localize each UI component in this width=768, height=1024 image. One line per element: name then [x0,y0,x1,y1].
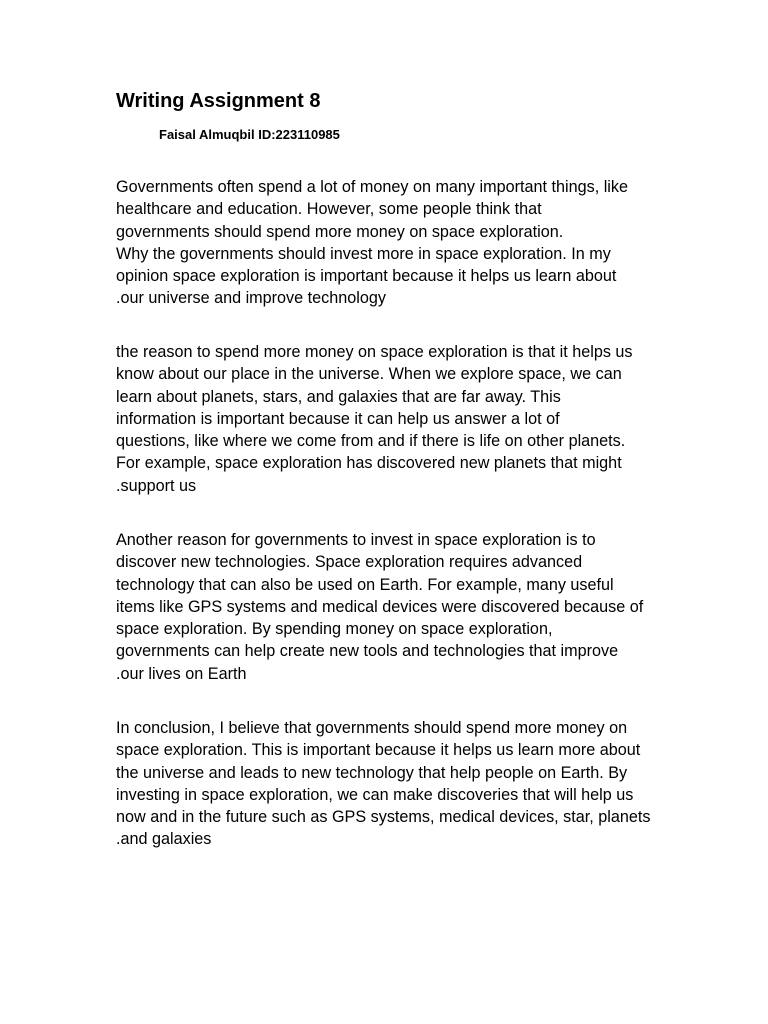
paragraph-line: .and galaxies [116,830,212,849]
paragraph-line: items like GPS systems and medical devices were discovered because of [116,597,644,616]
paragraph-line: governments can help create new tools and technologies that improve [116,642,619,661]
paragraph-line: .our lives on Earth [116,664,247,683]
paragraph-body-1 [116,341,661,497]
paragraph-line: For example, space exploration has discovered new planets that might [116,454,622,473]
paragraph-line: In conclusion, I believe that governments should spend more money on [116,719,628,737]
document-title: Writing Assignment 8 [116,90,321,112]
paragraph-line: now and in the future such as GPS systems, medical devices, star, planets [116,808,651,827]
paragraph-line: opinion space exploration is important because it helps us learn about [116,267,617,286]
paragraph-line: healthcare and education. However, some people think that [116,200,542,219]
paragraph-line: the universe and leads to new technology that help people on Earth. By [116,763,628,782]
paragraph-body-2 [116,529,661,685]
paragraph-line: the reason to spend more money on space exploration is that it helps us [116,343,633,361]
paragraph-line: space exploration. By spending money on space exploration, [116,620,553,639]
paragraph-line: technology that can also be used on Earth. For example, many useful [116,575,614,594]
paragraph-line: governments should spend more money on space exploration. [116,222,564,241]
paragraph-line: space exploration. This is important because it helps us learn more about [116,741,641,760]
paragraph-line: questions, like where we come from and if there is life on other planets. [116,432,626,451]
paragraph-line: know about our place in the universe. When we explore space, we can [116,365,622,384]
paragraph-line: investing in space exploration, we can make discoveries that will help us [116,785,634,804]
paragraph-line: information is important because it can help us answer a lot of [116,409,560,428]
paragraph-line: Governments often spend a lot of money on many important things, like [116,178,628,196]
paragraph-line: learn about planets, stars, and galaxies that are far away. This [116,387,561,406]
paragraph-line: .support us [116,476,197,495]
paragraph-introduction [116,176,661,310]
paragraph-line: .our universe and improve technology [116,289,386,308]
paragraph-conclusion [116,717,661,851]
paragraph-line: Another reason for governments to invest in space exploration is to [116,531,596,549]
paragraph-line: discover new technologies. Space exploration requires advanced [116,553,583,572]
author-line: Faisal Almuqbil ID:223110985 [159,127,340,142]
paragraph-line: Why the governments should invest more in space exploration. In my [116,244,611,263]
